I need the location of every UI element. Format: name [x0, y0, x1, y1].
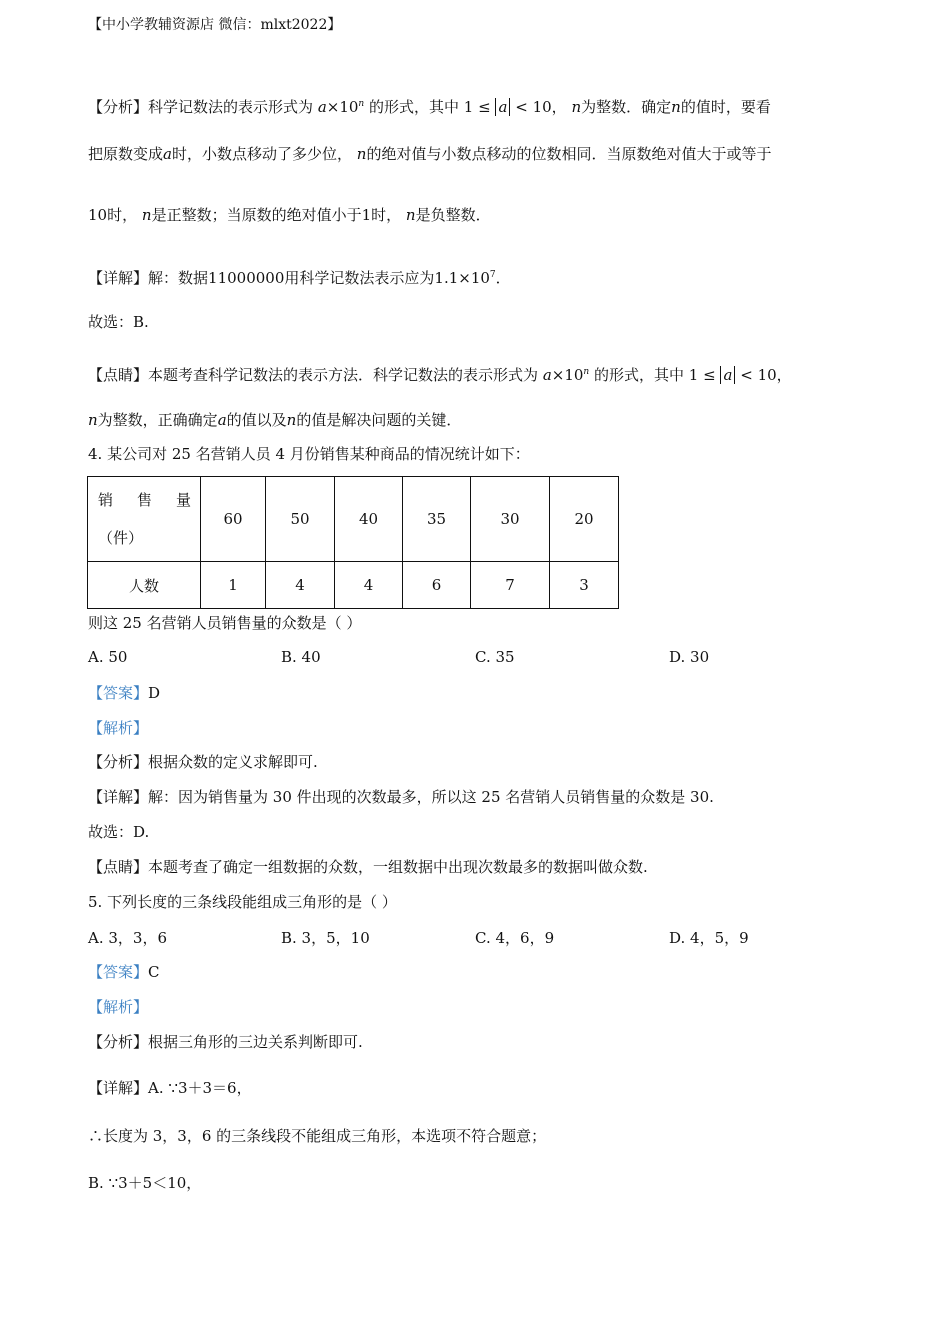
q4-answer: 【答案】D	[88, 684, 161, 702]
header-cell-sales: 销 售 量 （件）	[88, 477, 201, 562]
page-header: 【中小学教辅资源店 微信：mlxt2022】	[88, 17, 342, 33]
comment-tag: 【点睛】	[88, 366, 149, 384]
q3-choice: 故选：B.	[88, 313, 149, 331]
q4-jiexi-tag: 【解析】	[88, 719, 149, 737]
table-cell: 3	[550, 562, 619, 609]
table-cell: 4	[266, 562, 335, 609]
table-cell: 60	[201, 477, 266, 562]
q4-option-d: D. 30	[669, 648, 710, 666]
abs-value-a: a	[720, 366, 735, 384]
q5-detail-line3: B. ∵3＋5＜10，	[88, 1174, 202, 1192]
q5-option-d: D. 4，5，9	[669, 929, 749, 947]
table-cell: 7	[471, 562, 550, 609]
table-cell: 20	[550, 477, 619, 562]
q4-option-c: C. 35	[475, 648, 515, 666]
table-cell: 40	[335, 477, 403, 562]
q5-answer: 【答案】C	[88, 963, 160, 981]
q3-analysis-line3: 10时， n是正整数；当原数的绝对值小于1时， n是负整数．	[88, 206, 491, 224]
table-cell: 6	[403, 562, 471, 609]
q4-option-b: B. 40	[281, 648, 321, 666]
q3-comment-line1: 【点睛】本题考查科学记数法的表示方法．科学记数法的表示形式为 $a\times 10^n$ 的形式，其中 1 ≤ a < 10，	[88, 366, 792, 384]
q4-prompt: 则这 25 名营销人员销售量的众数是（ ）	[88, 614, 362, 632]
answer-tag: 【答案】	[88, 684, 149, 702]
sales-table	[87, 476, 619, 609]
table-row	[88, 477, 619, 562]
q5-option-c: C. 4，6，9	[475, 929, 555, 947]
q5-option-b: B. 3，5，10	[281, 929, 370, 947]
q4-choice: 故选：D.	[88, 823, 150, 841]
q5-question: 5. 下列长度的三条线段能组成三角形的是（ ）	[88, 893, 397, 911]
q4-detail: 【详解】解：因为销售量为 30 件出现的次数最多，所以这 25 名营销人员销售量的众数是 30.	[88, 788, 714, 806]
q3-analysis-line1: 【分析】科学记数法的表示形式为 $a\times 10^n$ 的形式，其中 1 ≤ a < 10， n为整数．确定n的值时，要看	[88, 98, 771, 116]
table-cell: 1	[201, 562, 266, 609]
q5-analysis: 【分析】根据三角形的三边关系判断即可.	[88, 1033, 363, 1051]
header-cell-count: 人数	[88, 562, 201, 609]
analysis-tag: 【分析】	[88, 98, 149, 116]
detail-tag: 【详解】	[88, 269, 149, 287]
q3-analysis-line2: 把原数变成a时，小数点移动了多少位， n的绝对值与小数点移动的位数相同．当原数绝对值大于或等于	[88, 145, 772, 163]
table-row	[88, 562, 619, 609]
answer-tag: 【答案】	[88, 963, 149, 981]
table-cell: 35	[403, 477, 471, 562]
table-cell: 30	[471, 477, 550, 562]
q4-comment: 【点睛】本题考查了确定一组数据的众数，一组数据中出现次数最多的数据叫做众数.	[88, 858, 648, 876]
q5-detail-line2: ∴长度为 3，3，6 的三条线段不能组成三角形，本选项不符合题意；	[88, 1127, 547, 1145]
q5-detail: 【详解】A. ∵3＋3＝6，	[88, 1079, 252, 1097]
q4-analysis: 【分析】根据众数的定义求解即可.	[88, 753, 318, 771]
q3-comment-line2: n为整数，正确确定a的值以及n的值是解决问题的关键．	[88, 411, 462, 429]
q4-question: 4. 某公司对 25 名营销人员 4 月份销售某种商品的情况统计如下：	[88, 445, 530, 463]
q5-option-a: A. 3，3，6	[88, 929, 167, 947]
table-cell: 4	[335, 562, 403, 609]
table-cell: 50	[266, 477, 335, 562]
q3-detail: 【详解】解：数据11000000用科学记数法表示应为$1.1\times 10^7$．	[88, 269, 511, 287]
q5-jiexi-tag: 【解析】	[88, 998, 149, 1016]
q4-option-a: A. 50	[88, 648, 128, 666]
abs-value-a: a	[495, 98, 510, 116]
